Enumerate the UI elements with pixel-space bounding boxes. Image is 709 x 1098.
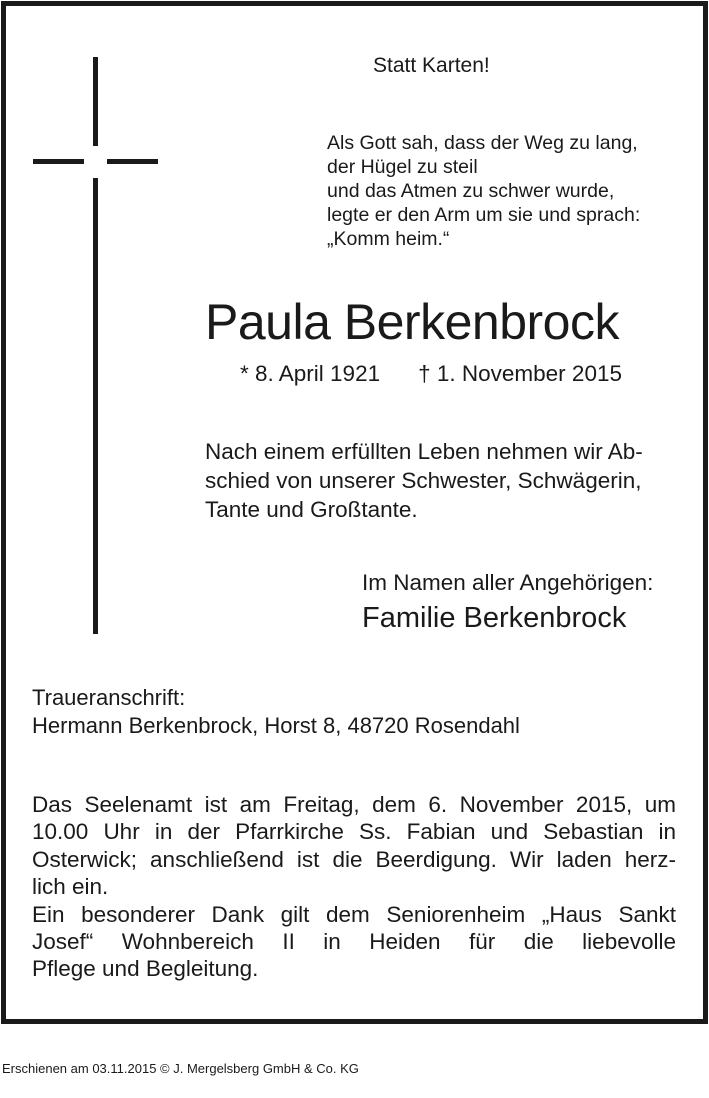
intro-line: schied von unserer Schwester, Schwägerin, — [205, 468, 642, 493]
poem-line: legte er den Arm um sie und sprach: — [327, 204, 641, 226]
cross-left-arm — [33, 159, 84, 164]
intro-line: Nach einem erfüllten Leben nehmen wir Ab- — [205, 439, 643, 464]
address-label: Traueranschrift: — [32, 685, 186, 710]
info-line: lich ein. — [32, 874, 109, 900]
poem-line: Als Gott sah, dass der Weg zu lang, — [327, 132, 638, 154]
address-value: Hermann Berkenbrock, Horst 8, 48720 Rosendahl — [32, 713, 520, 738]
family-signature: Familie Berkenbrock — [362, 602, 627, 634]
mourning-address — [32, 684, 520, 740]
death-date: † 1. November 2015 — [418, 361, 622, 386]
poem-line: „Komm heim.“ — [327, 228, 450, 250]
behalf-line: Im Namen aller Angehörigen: — [362, 570, 654, 595]
info-line: Pflege und Begleitung. — [32, 956, 259, 982]
poem — [327, 131, 640, 251]
deceased-name: Paula Berkenbrock — [205, 294, 619, 350]
intro-line: Tante und Großtante. — [205, 497, 418, 522]
notice-header: Statt Karten! — [373, 54, 490, 77]
info-line: Osterwick; anschließend ist die Beerdigung. Wir laden herz- — [32, 846, 676, 872]
cross-gap — [93, 146, 98, 178]
info-line: 10.00 Uhr in der Pfarrkirche Ss. Fabian und Sebastian in — [32, 819, 676, 845]
info-line: Das Seelenamt ist am Freitag, dem 6. November 2015, um — [32, 792, 676, 817]
life-dates — [240, 361, 622, 387]
info-line: Ein besonderer Dank gilt dem Seniorenheim „Haus Sankt — [32, 901, 676, 927]
cross-right-arm — [107, 159, 158, 164]
intro-text — [205, 437, 643, 524]
poem-line: der Hügel zu steil — [327, 156, 478, 178]
poem-line: und das Atmen zu schwer wurde, — [327, 180, 615, 202]
service-info — [32, 791, 676, 983]
birth-date: * 8. April 1921 — [240, 361, 381, 386]
info-line: Josef“ Wohnbereich II in Heiden für die liebevolle — [32, 929, 676, 955]
cross-vertical-bar — [93, 57, 98, 634]
publication-footer: Erschienen am 03.11.2015 © J. Mergelsberg GmbH & Co. KG — [2, 1061, 359, 1076]
